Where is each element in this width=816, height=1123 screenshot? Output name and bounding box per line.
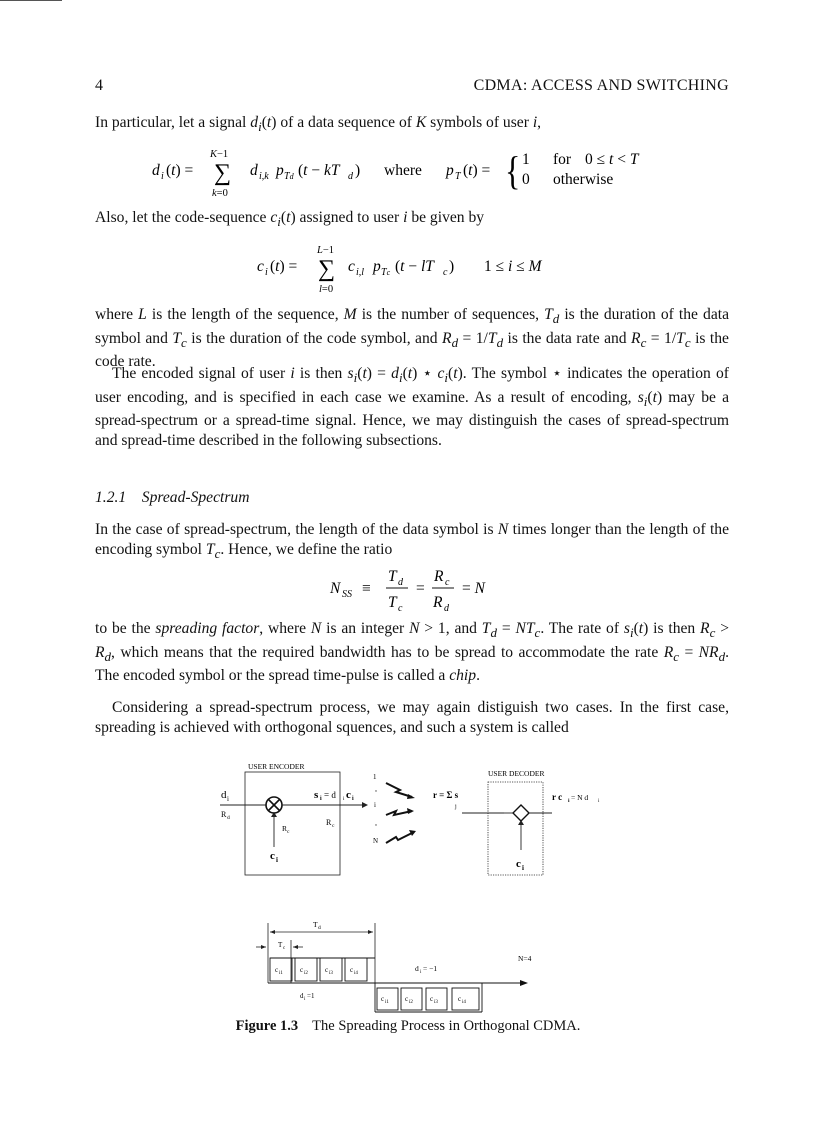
timing-td-label: T: [313, 920, 318, 929]
figure-caption: [0, 1018, 816, 1035]
svg-text:1: 1: [522, 151, 530, 168]
caption-text: The Spreading Process in Orthogonal CDMA.: [312, 1018, 581, 1034]
chip-upper-label-2: c: [300, 966, 304, 974]
channel-label-1: 1: [373, 773, 377, 781]
paragraph-1: In particular, let a signal $d_i(t)$ of a data sequence of K symbols of user i,: [95, 114, 542, 135]
timing-tc-sub: c: [283, 946, 286, 951]
caption-label: Figure 1.3: [235, 1018, 299, 1034]
svg-text:): ): [449, 258, 455, 275]
svg-text:Td: Td: [284, 171, 294, 182]
signal-arrow-n: [386, 832, 414, 843]
svg-text:i,k: i,k: [259, 171, 269, 182]
section-heading: [95, 489, 249, 507]
chip-upper-sub-1: i1: [279, 971, 283, 976]
d-pos-label: d: [300, 992, 304, 1000]
chip-lower-label-1: c: [381, 995, 385, 1003]
chip-upper-3: [320, 958, 342, 981]
chip-lower-sub-4: i4: [462, 1000, 466, 1005]
decoder-code-sub: i: [522, 864, 524, 872]
decoder-out-eq: = N d: [571, 793, 589, 802]
svg-text:c: c: [348, 258, 355, 275]
svg-text:= N: = N: [462, 580, 485, 597]
svg-text:T: T: [388, 594, 397, 611]
svg-text:d: d: [152, 162, 160, 179]
section-number: 1.2.1: [95, 489, 127, 506]
figure-1-3: [200, 755, 620, 1015]
svg-text:i: i: [568, 798, 570, 804]
chip-upper-sub-2: i2: [304, 971, 308, 976]
d-neg-val: = −1: [423, 964, 438, 973]
paragraph-6: to be the spreading factor, where N is an integer N > 1, and $T_d = NT_c$. The rate of $s_i(t)$ is then $R_c > R_d$, which means that the required bandwidth has to be spread to accommodate the rate $R_c = NR_d$. The encoded symbol or the spread time-pulse is called a chip.: [95, 620, 729, 685]
rate-d-label: R: [221, 810, 227, 819]
svg-text:Tc: Tc: [381, 267, 391, 278]
equation-2: [255, 238, 575, 296]
output-s-eq: = d: [324, 790, 336, 800]
svg-text:c: c: [443, 267, 448, 278]
chip-lower-label-4: c: [458, 995, 462, 1003]
svg-text:p: p: [446, 162, 454, 179]
output-s-label: s: [314, 789, 319, 801]
svg-text:i: i: [598, 799, 600, 804]
svg-text:p: p: [276, 162, 284, 179]
d-pos-val: =1: [307, 992, 315, 1000]
decoder-out-label: r c: [552, 792, 563, 802]
svg-text:for: for: [553, 151, 572, 168]
svg-text:i: i: [352, 796, 354, 802]
paragraph-5: In the case of spread-spectrum, the length of the data symbol is N times longer than the length of the encoding symbol $T_c$. Hence, we define the ratio: [95, 521, 730, 561]
svg-text:∑: ∑: [214, 160, 232, 186]
svg-text:d: d: [444, 603, 449, 613]
chip-upper-sub-3: i3: [329, 971, 333, 976]
svg-text:(t) =: (t) =: [166, 162, 194, 179]
paragraph-4: The encoded signal of user i is then $s_i(t) = d_i(t)$ ⋆ $c_i(t)$. The symbol ⋆ indicates the operation of user encoding, and is specified in each case we examine. As a result of encoding, $s_i(t)$ may be a spread-spectrum or a spread-time signal. Hence, we may distinguish the cases of spread-spectrum and spread-time described in the following subsections.: [95, 365, 730, 449]
svg-text:(t − kT: (t − kT: [298, 162, 340, 179]
svg-text:d: d: [348, 171, 353, 182]
input-d-label: d: [221, 789, 227, 801]
channel-label-i: i: [374, 801, 376, 809]
timing-tc-label: T: [278, 941, 283, 949]
chip-upper-label-3: c: [325, 966, 329, 974]
svg-text:=: =: [416, 580, 425, 597]
svg-text:i: i: [304, 997, 306, 1002]
chip-lower-label-2: c: [405, 995, 409, 1003]
chip-lower-label-3: c: [430, 995, 434, 1003]
decoder-label: USER DECODER: [488, 769, 545, 778]
svg-text:≡: ≡: [362, 580, 371, 597]
rate-c-out-label: R: [326, 818, 332, 827]
svg-text:d: d: [398, 577, 403, 588]
rate-c-label: R: [282, 824, 288, 833]
equation-3: [328, 563, 508, 613]
svg-text:k=0: k=0: [212, 188, 228, 199]
chip-upper-label-1: c: [275, 966, 279, 974]
svg-text:i: i: [343, 796, 345, 802]
svg-text:i: i: [420, 970, 422, 975]
svg-text:SS: SS: [342, 589, 352, 600]
svg-text:0 ≤ t < T: 0 ≤ t < T: [585, 151, 639, 168]
svg-text:(t) =: (t) =: [270, 258, 298, 275]
svg-text:(t − lT: (t − lT: [395, 258, 434, 275]
n-label: N=4: [518, 954, 532, 963]
svg-text:1 ≤ i ≤ M: 1 ≤ i ≤ M: [484, 258, 542, 275]
rate-c-sub: c: [287, 829, 290, 835]
svg-text:R: R: [433, 594, 443, 611]
svg-text:T: T: [455, 171, 461, 182]
top-rule: [0, 0, 62, 1]
chip-lower-sub-3: i3: [434, 1000, 438, 1005]
chip-upper-sub-4: i4: [354, 971, 358, 976]
svg-text:∑: ∑: [318, 256, 336, 282]
chip-upper-4: [345, 958, 367, 981]
channel-label-n: N: [373, 837, 379, 845]
r-sum-sub: j: [455, 804, 457, 810]
chip-lower-sub-1: i1: [385, 1000, 389, 1005]
rate-d-sub: d: [227, 815, 230, 821]
section-title: Spread-Spectrum: [141, 489, 250, 506]
code-c-sub: i: [276, 856, 278, 864]
svg-text:i: i: [161, 171, 164, 182]
svg-text:K−1: K−1: [210, 149, 229, 160]
svg-text:where: where: [384, 162, 422, 179]
svg-text:L−1: L−1: [317, 245, 335, 256]
svg-text:i,l: i,l: [356, 267, 365, 278]
paragraph-2: Also, let the code-sequence $c_i(t)$ assigned to user i be given by: [95, 209, 485, 230]
svg-text:c: c: [346, 789, 351, 801]
correlator-symbol: [513, 805, 529, 821]
chip-upper-label-4: c: [350, 966, 354, 974]
svg-text:): ): [355, 162, 361, 179]
svg-text:T: T: [388, 568, 397, 585]
svg-text:otherwise: otherwise: [553, 171, 614, 188]
svg-text:i: i: [320, 796, 322, 802]
decoder-code-label: c: [516, 858, 521, 870]
running-title: CDMA: ACCESS AND SWITCHING: [473, 77, 729, 94]
svg-text:l=0: l=0: [319, 284, 334, 295]
chip-lower-4: [452, 988, 479, 1010]
chip-upper-2: [295, 958, 317, 981]
timing-td-sub: d: [318, 925, 321, 931]
svg-text:i: i: [265, 267, 268, 278]
svg-text:c: c: [445, 577, 450, 588]
svg-text:{: {: [505, 148, 521, 193]
svg-text:d: d: [250, 162, 258, 179]
svg-text:c: c: [398, 603, 403, 613]
chip-lower-sub-2: i2: [409, 1000, 413, 1005]
encoder-label: USER ENCODER: [248, 762, 305, 771]
svg-text:0: 0: [522, 171, 530, 188]
chip-upper-1: [270, 958, 292, 981]
equation-1: [150, 142, 670, 200]
paragraph-7: Considering a spread-spectrum process, we may again distiguish two cases. In the first case, spreading is achieved with orthogonal squences, and such a system is called: [95, 699, 729, 736]
svg-text:p: p: [373, 258, 381, 275]
d-neg-label: d: [415, 964, 419, 973]
svg-text:c: c: [257, 258, 264, 275]
r-sum-label: r = Σ s: [433, 790, 459, 800]
paragraph-3: where L is the length of the sequence, M is the number of sequences, $T_d$ is the duration of the data symbol and $T_c$ is the duration of the code symbol, and $R_d = 1/T_d$ is the data rate and $R_c = 1/T_c$ is the code rate.: [95, 306, 729, 371]
rate-c-out-sub: c: [332, 823, 335, 829]
svg-text:R: R: [434, 568, 444, 585]
svg-text:N: N: [330, 580, 341, 597]
svg-text:(t) =: (t) =: [463, 162, 491, 179]
input-d-sub: i: [227, 795, 229, 803]
code-c-label: c: [270, 850, 275, 862]
page-number: 4: [95, 77, 103, 94]
